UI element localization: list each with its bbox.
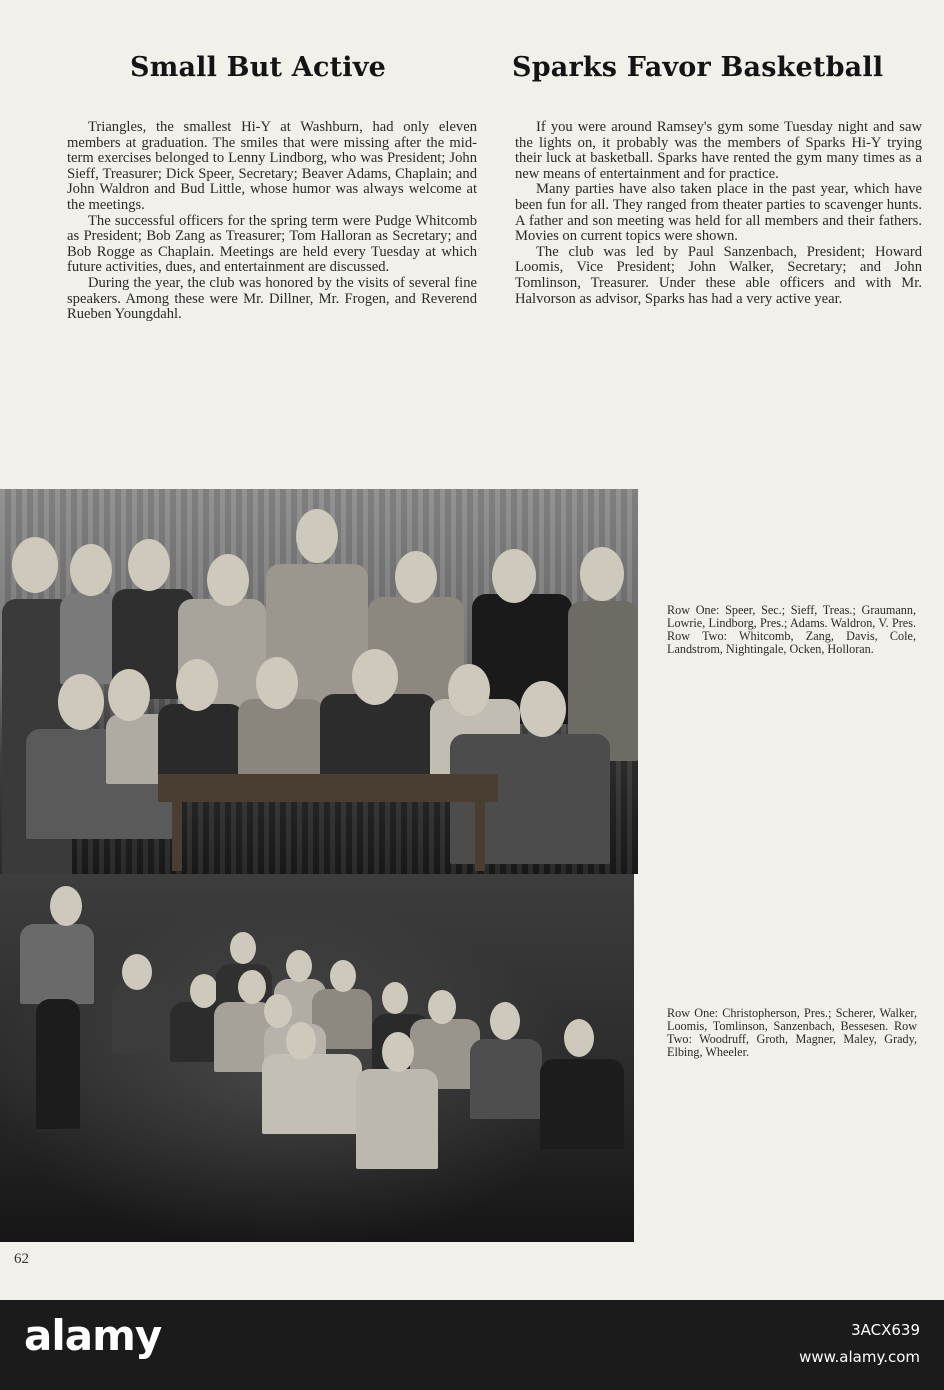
photo-head [382,1032,414,1072]
photo-head [448,664,490,716]
photo-figure [36,999,80,1129]
right-article-paragraph: The club was led by Paul Sanzenbach, President; Howard Loomis, Vice President; John Walker, Secretary; and John Tomlinson, Treasurer. Under these able officers and with Mr. Halvorson as advisor, Sparks has had a very active year. [515,243,922,307]
left-article-paragraph: The successful officers for the spring term were Pudge Whitcomb as President; Bob Zang as Treasurer; Tom Halloran as Secretary; and Bob Rogge as Chaplain. Meetings are held every Tuesday at which future activities, dues, and entertainment are discussed. [67,212,477,276]
photo-figure [320,694,436,784]
left-article-body [67,120,477,323]
photo-figure [158,704,244,784]
photo-head [230,932,256,964]
left-article-paragraph: Triangles, the smallest Hi-Y at Washburn, had only eleven members at graduation. The smiles that were missing after the mid-term exercises belonged to Lenny Lindborg, who was President; John Sieff, Treasurer; Dick Speer, Secretary; Beaver Adams, Chaplain; and John Waldron and Bud Little, whose humor was always welcome at the meetings. [67,119,477,213]
photo-head [176,659,218,711]
photo-table [158,774,498,802]
photo-figure [20,924,94,1004]
photo-head [58,674,104,730]
photo-head [286,950,312,982]
left-article-heading: Small But Active [130,52,386,83]
right-article-heading: Sparks Favor Basketball [512,52,884,83]
photo-head [352,649,398,705]
photo-head [382,982,408,1014]
photo-head [520,681,566,737]
photo-head [122,954,152,990]
sparks-group-photo [0,874,634,1242]
photo-head [50,886,82,926]
photo-head [395,551,437,603]
photo-head [330,960,356,992]
photo-head [256,657,298,709]
photo-head [264,994,292,1028]
photo-head [108,669,150,721]
triangles-group-photo [0,489,638,874]
photo-head [564,1019,594,1057]
right-article-body [515,120,922,307]
photo-head [296,509,338,563]
photo-figure [238,699,324,779]
photo-figure [262,1054,362,1134]
photo-table-leg [475,801,485,871]
photo-head [238,970,266,1004]
photo-figure [470,1039,542,1119]
watermark-url: www.alamy.com [799,1348,920,1366]
photo-head [190,974,218,1008]
page-number: 62 [14,1251,29,1267]
triangles-photo-caption: Row One: Speer, Sec.; Sieff, Treas.; Graumann, Lowrie, Lindborg, Pres.; Adams. Waldron, V. Pres. Row Two: Whitcomb, Zang, Davis, Cole, Landstrom, Nightingale, Ocken, Holloran. [667,603,916,656]
photo-head [70,544,112,596]
photo-head [128,539,170,591]
photo-figure [540,1059,624,1149]
photo-head [490,1002,520,1040]
photo-head [286,1022,316,1060]
photo-table-leg [172,801,182,871]
photo-head [580,547,624,601]
watermark-image-id: 3ACX639 [851,1321,920,1339]
photo-head [207,554,249,606]
sparks-photo-caption: Row One: Christopherson, Pres.; Scherer, Walker, Loomis, Tomlinson, Sanzenbach, Bessesen. Row Two: Woodruff, Groth, Magner, Maley, Grady, Elbing, Wheeler. [667,1006,917,1059]
right-article-paragraph: Many parties have also taken place in the past year, which have been fun for all. They ranged from theater parties to scavenger hunts. A father and son meeting was held for all members and their fathers. Movies on current topics were shown. [515,181,922,245]
photo-head [492,549,536,603]
right-article-paragraph: If you were around Ramsey's gym some Tuesday night and saw the lights on, it probably was the members of Sparks Hi-Y trying their luck at basketball. Sparks have rented the gym many times as a new means of entertainment and for practice. [515,119,922,182]
left-article-paragraph: During the year, the club was honored by the visits of several fine speakers. Among these were Mr. Dillner, Mr. Frogen, and Reverend Rueben Youngdahl. [67,274,477,323]
photo-figure [356,1069,438,1169]
photo-head [428,990,456,1024]
photo-head [12,537,58,593]
watermark-logo: alamy [24,1311,162,1360]
